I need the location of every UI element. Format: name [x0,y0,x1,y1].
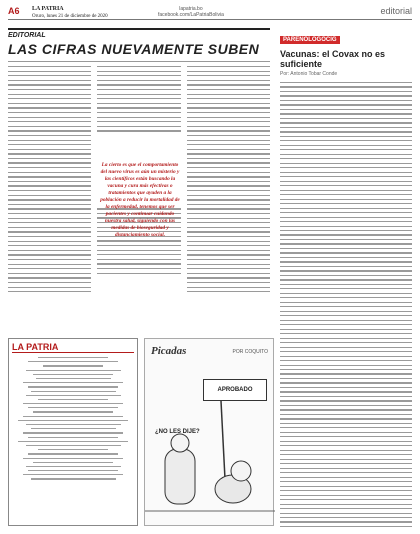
pull-quote: La cierto es que el comportamiento del nuevo virus es aún un misterio y las científicos están buscando la vacuna y cura más efectivas o tratamientos que ayuden a la población a reducir la mortalidad de la enfermedad, tenemos que ser pacientes y continuar cuidando nuestra salud, siguiendo con las medidas de bioseguridad y distanciamiento social. [100,162,180,238]
staff-listing [12,357,134,480]
speech-bubble: ¿NO LES DIJE? [155,429,200,435]
approved-sign: APROBADO [203,379,267,401]
column-byline: Por: Antonio Tobar Conde [280,71,338,77]
facebook-link[interactable]: facebook.com/LaPatriaBolivia [158,12,224,18]
column-kicker: PARENOLOGOCIG [280,36,340,44]
opinion-column [280,28,412,526]
column-body [280,82,412,527]
divider [8,61,270,62]
staff-title: LA PATRIA [12,342,134,353]
editorial-article [8,28,270,328]
page-number: A6 [8,6,20,16]
editorial-cartoon [144,338,274,526]
web-links [158,6,224,18]
body-column-1 [8,66,91,292]
section-name: editorial [380,6,412,16]
cartoon-credit: POR COQUITO [232,349,268,355]
column-title: Vacunas: el Covax no es suficiente [280,49,386,69]
page-header [8,6,412,20]
staff-box [8,338,138,526]
paper-name: LA PATRIA [32,6,64,12]
masthead [32,6,108,20]
website-link[interactable]: lapatria.bo [179,6,203,12]
editorial-kicker: EDITORIAL [8,28,270,39]
issue-date: Oruro, lunes 21 de diciembre de 2020 [32,14,108,19]
body-column-3 [187,66,270,292]
cartoon-logo: Picadas [151,345,187,357]
editorial-headline: LAS CIFRAS NUEVAMENTE SUBEN [8,41,260,57]
